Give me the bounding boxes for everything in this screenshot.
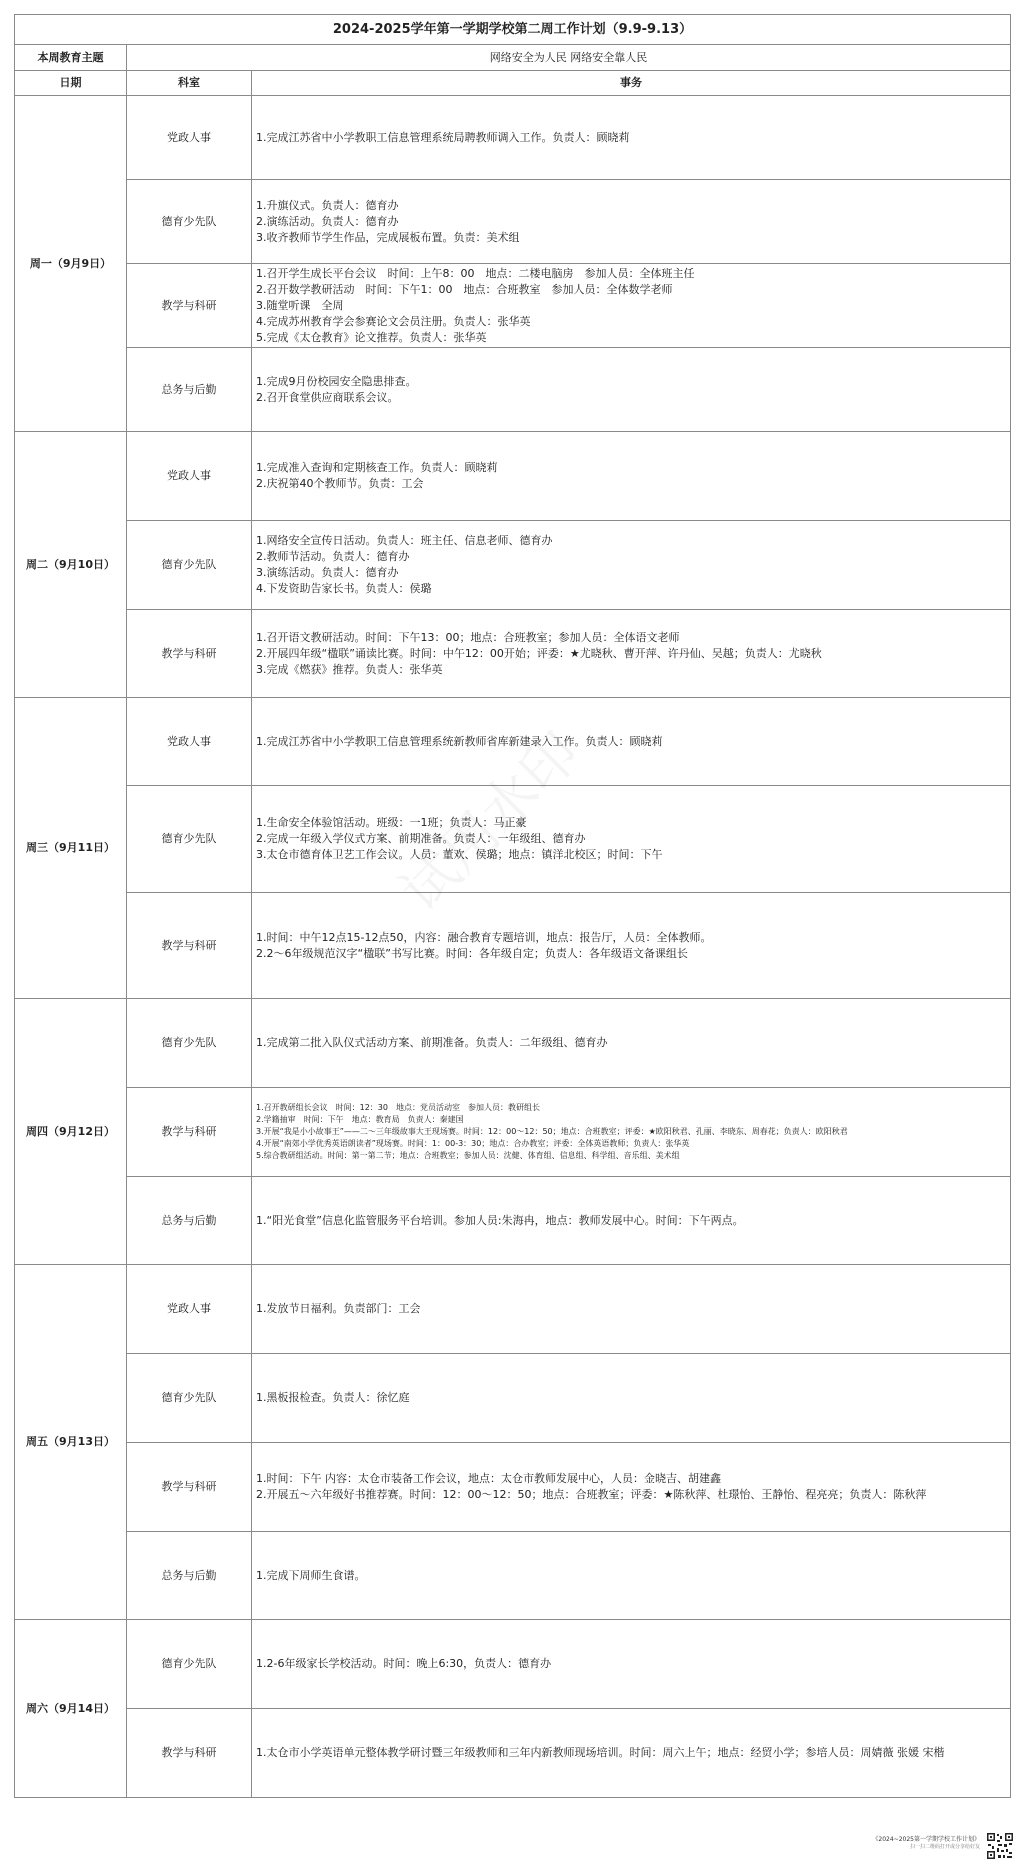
table-row — [15, 786, 1011, 893]
affair-item: 4.下发资助告家长书。负责人：侯璐 — [256, 582, 432, 595]
affair-item: 5.完成《太仓教育》论文推荐。负责人：张华英 — [256, 330, 487, 344]
day-label: 周一（9月9日） — [15, 96, 127, 432]
affair-item: 1.召开教研组长会议 时间：12：30 地点：党员活动室 参加人员：教研组长 — [256, 1103, 540, 1112]
affair-item: 2.召开食堂供应商联系会议。 — [256, 390, 399, 404]
table-row — [15, 96, 1011, 180]
department-cell: 教学与科研 — [127, 1709, 252, 1798]
footer-subtitle: 扫一扫二维码打开或分享给好友 — [909, 1844, 980, 1850]
table-row — [15, 1709, 1011, 1798]
table-row — [15, 893, 1011, 999]
affairs-cell — [252, 521, 1011, 610]
department-cell: 总务与后勤 — [127, 348, 252, 432]
affair-item: 2.教师节活动。负责人：德育办 — [256, 550, 410, 563]
affair-item: 1.发放节日福利。负责部门：工会 — [256, 1302, 421, 1315]
affairs-cell — [252, 1354, 1011, 1443]
header-date: 日期 — [15, 71, 127, 96]
day-label: 周五（9月13日） — [15, 1265, 127, 1620]
affair-item: 1.网络安全宣传日活动。负责人：班主任、信息老师、德育办 — [256, 534, 553, 547]
affairs-cell — [252, 348, 1011, 432]
affair-item: 1.时间：下午 内容：太仓市装备工作会议，地点：太仓市教师发展中心，人员：金晓吉、胡建鑫 — [256, 1472, 721, 1485]
affairs-cell — [252, 1177, 1011, 1265]
affairs-cell — [252, 1709, 1011, 1798]
table-row — [15, 348, 1011, 432]
table-row — [15, 432, 1011, 521]
table-row — [15, 521, 1011, 610]
affairs-cell — [252, 264, 1011, 348]
affair-item: 2.召开数学教研活动 时间：下午1：00 地点：合班教室 参加人员：全体数学老师 — [256, 282, 673, 296]
footer-title: 《2024~2025第一学期学校工作计划》 — [872, 1836, 980, 1843]
department-cell: 德育少先队 — [127, 1354, 252, 1443]
affairs-cell — [252, 432, 1011, 521]
table-row — [15, 264, 1011, 348]
table-row — [15, 1532, 1011, 1620]
affair-item: 2.庆祝第40个教师节。负责：工会 — [256, 477, 424, 490]
work-plan-table — [14, 14, 1011, 1798]
affairs-cell — [252, 999, 1011, 1088]
affairs-cell — [252, 1443, 1011, 1532]
table-row — [15, 1354, 1011, 1443]
affair-item: 5.综合教研组活动。时间：第一第二节；地点：合班教室；参加人员：沈健、体育组、信息组、科学组、音乐组、美术组 — [256, 1151, 680, 1160]
affair-item: 3.开展“我是小小故事王”——二～三年级故事大王现场赛。时间：12：00～12：50；地点：合班教室；评委：★欧阳秋君、孔丽、李晓东、周春花；负责人：欧阳秋君 — [256, 1127, 848, 1136]
affair-item: 1.召开学生成长平台会议 时间：上午8：00 地点：二楼电脑房 参加人员：全体班主任 — [256, 266, 695, 280]
department-cell: 教学与科研 — [127, 893, 252, 999]
theme-value: 网络安全为人民 网络安全靠人民 — [127, 45, 1011, 71]
affair-item: 1.生命安全体验馆活动。班级：一1班；负责人：马正豪 — [256, 816, 527, 829]
affair-item: 1.召开语文教研活动。时间：下午13：00；地点：合班教室；参加人员：全体语文老师 — [256, 630, 680, 644]
affair-item: 2.开展四年级“楹联”诵读比赛。时间：中午12：00开始；评委：★尤晓秋、曹开萍、许丹仙、吴越；负责人：尤晓秋 — [256, 646, 822, 660]
department-cell: 总务与后勤 — [127, 1177, 252, 1265]
day-label: 周六（9月14日） — [15, 1620, 127, 1798]
department-cell: 党政人事 — [127, 96, 252, 180]
table-row — [15, 1088, 1011, 1177]
affair-item: 3.随堂听课 全周 — [256, 298, 344, 312]
affair-item: 2.完成一年级入学仪式方案、前期准备。负责人：一年级组、德育办 — [256, 832, 586, 845]
header-dept: 科室 — [127, 71, 252, 96]
table-row — [15, 698, 1011, 786]
table-row — [15, 1443, 1011, 1532]
affair-item: 4.开展“南郊小学优秀英语朗读者”现场赛。时间：1：00-3：30；地点：合办教室；评委：全体英语教师；负责人：张华英 — [256, 1139, 690, 1148]
affair-item: 1.完成9月份校园安全隐患排查。 — [256, 374, 417, 388]
affair-item: 1.完成第二批入队仪式活动方案、前期准备。负责人：二年级组、德育办 — [256, 1036, 608, 1049]
work-plan-sheet — [14, 14, 1010, 1798]
affairs-cell — [252, 1620, 1011, 1709]
department-cell: 教学与科研 — [127, 1088, 252, 1177]
day-label: 周三（9月11日） — [15, 698, 127, 999]
table-row — [15, 180, 1011, 264]
department-cell: 教学与科研 — [127, 1443, 252, 1532]
qr-code-icon[interactable] — [986, 1832, 1014, 1860]
table-row — [15, 999, 1011, 1088]
affair-item: 3.完成《燃获》推荐。负责人：张华英 — [256, 662, 443, 676]
affairs-cell — [252, 786, 1011, 893]
affair-item: 3.太仓市德育体卫艺工作会议。人员：董欢、侯璐；地点：镇洋北校区；时间：下午 — [256, 848, 663, 861]
affair-item: 1.完成江苏省中小学教职工信息管理系统局聘教师调入工作。负责人：顾晓莉 — [256, 130, 630, 144]
affair-item: 3.收齐教师节学生作品，完成展板布置。负责：美术组 — [256, 230, 520, 244]
department-cell: 德育少先队 — [127, 180, 252, 264]
affair-item: 1.升旗仪式。负责人：德育办 — [256, 198, 399, 212]
department-cell: 德育少先队 — [127, 786, 252, 893]
footer — [870, 1836, 980, 1851]
department-cell: 德育少先队 — [127, 999, 252, 1088]
table-row — [15, 1265, 1011, 1354]
table-row — [15, 610, 1011, 698]
day-label: 周二（9月10日） — [15, 432, 127, 698]
affair-item: 1.黑板报检查。负责人：徐忆庭 — [256, 1391, 410, 1404]
affairs-cell — [252, 893, 1011, 999]
affairs-cell — [252, 1265, 1011, 1354]
header-affairs: 事务 — [252, 71, 1011, 96]
department-cell: 德育少先队 — [127, 1620, 252, 1709]
affairs-cell — [252, 610, 1011, 698]
affair-item: 1.“阳光食堂”信息化监管服务平台培训。参加人员:朱海冉，地点：教师发展中心。时间：下午两点。 — [256, 1213, 744, 1227]
affairs-cell — [252, 1532, 1011, 1620]
department-cell: 党政人事 — [127, 432, 252, 521]
affairs-cell — [252, 698, 1011, 786]
department-cell: 总务与后勤 — [127, 1532, 252, 1620]
affairs-cell — [252, 1088, 1011, 1177]
affairs-cell — [252, 96, 1011, 180]
affair-item: 1.太仓市小学英语单元整体教学研讨暨三年级教师和三年内新教师现场培训。时间：周六上午；地点：经贸小学；参培人员：周婧薇 张媛 宋楷 — [256, 1746, 945, 1759]
department-cell: 教学与科研 — [127, 610, 252, 698]
affair-item: 2.2～6年级规范汉字“楹联”书写比赛。时间：各年级自定；负责人：各年级语文备课组长 — [256, 946, 688, 960]
department-cell: 教学与科研 — [127, 264, 252, 348]
affair-item: 1.完成下周师生食谱。 — [256, 1568, 366, 1582]
department-cell: 党政人事 — [127, 698, 252, 786]
table-row — [15, 1177, 1011, 1265]
affair-item: 3.演练活动。负责人：德育办 — [256, 566, 399, 579]
department-cell: 党政人事 — [127, 1265, 252, 1354]
affair-item: 1.完成江苏省中小学教职工信息管理系统新教师省库新建录入工作。负责人：顾晓莉 — [256, 734, 663, 748]
table-row — [15, 1620, 1011, 1709]
affair-item: 2.演练活动。负责人：德育办 — [256, 214, 399, 228]
document-title: 2024-2025学年第一学期学校第二周工作计划（9.9-9.13） — [15, 15, 1011, 45]
affairs-cell — [252, 180, 1011, 264]
day-label: 周四（9月12日） — [15, 999, 127, 1265]
theme-label: 本周教育主题 — [15, 45, 127, 71]
affair-item: 1.完成准入查询和定期核查工作。负责人：顾晓莉 — [256, 461, 498, 474]
affair-item: 1.时间：中午12点15-12点50，内容：融合教育专题培训，地点：报告厅，人员：全体教师。 — [256, 930, 712, 944]
affair-item: 2.学籍抽审 时间：下午 地点：教育局 负责人：秦建国 — [256, 1115, 464, 1124]
affair-item: 4.完成苏州教育学会参赛论文会员注册。负责人：张华英 — [256, 314, 531, 328]
affair-item: 1.2-6年级家长学校活动。时间：晚上6:30，负责人：德育办 — [256, 1657, 552, 1670]
affair-item: 2.开展五～六年级好书推荐赛。时间：12：00～12：50；地点：合班教室；评委：★陈秋萍、杜璟怡、王静怡、程亮亮；负责人：陈秋萍 — [256, 1488, 927, 1501]
department-cell: 德育少先队 — [127, 521, 252, 610]
